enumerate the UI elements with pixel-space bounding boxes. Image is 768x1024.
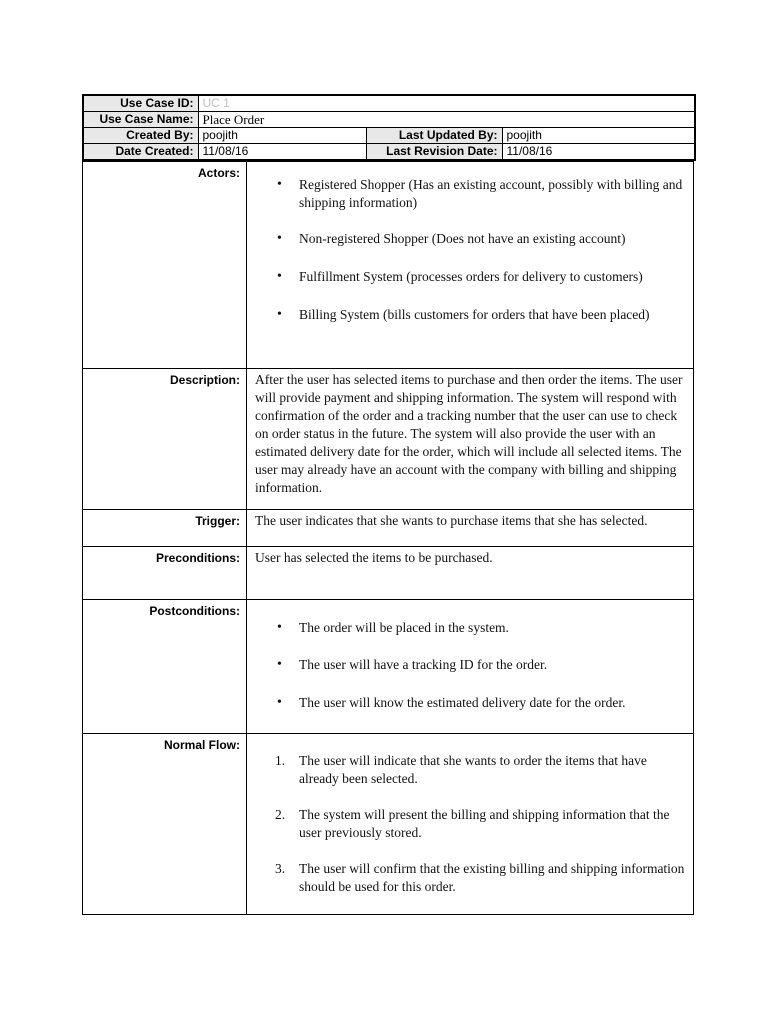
normal-flow-label: Normal Flow: [83, 734, 247, 915]
postcondition-item: • The user will know the estimated delivery date for the order. [247, 694, 693, 712]
actors-row [83, 162, 694, 369]
actor-item: • Registered Shopper (Has an existing account, possibly with billing and shipping information) [247, 176, 693, 212]
flow-step-number: 2. [275, 807, 286, 822]
description-cell [247, 369, 694, 510]
normal-flow-cell [247, 734, 694, 915]
use-case-id-label: Use Case ID: [83, 95, 198, 112]
date-created-value: 11/08/16 [198, 144, 366, 161]
use-case-name-value: Place Order [198, 112, 695, 128]
last-updated-by-value: poojith [502, 128, 695, 144]
actors-list [247, 162, 693, 324]
trigger-row [83, 510, 694, 547]
actor-item: • Billing System (bills customers for orders that have been placed) [247, 306, 693, 324]
use-case-name-label: Use Case Name: [83, 112, 198, 128]
preconditions-row [83, 547, 694, 600]
actor-item: • Non-registered Shopper (Does not have an existing account) [247, 230, 693, 248]
flow-step-number: 3. [275, 861, 286, 876]
postconditions-cell [247, 600, 694, 734]
actors-label: Actors: [83, 162, 247, 369]
normal-flow-list [247, 734, 693, 896]
trigger-cell [247, 510, 694, 547]
flow-step [247, 860, 693, 896]
flow-step [247, 806, 693, 842]
last-revision-date-value: 11/08/16 [502, 144, 695, 161]
preconditions-text: User has selected the items to be purchased. [255, 550, 493, 565]
actors-cell [247, 162, 694, 369]
flow-step [247, 752, 693, 788]
created-by-value: poojith [198, 128, 366, 144]
use-case-document [82, 94, 694, 915]
flow-step-number: 1. [275, 753, 286, 768]
use-case-body-table [82, 161, 694, 915]
normal-flow-row [83, 734, 694, 915]
flow-step-text: The user will indicate that she wants to order the items that have already been selected. [299, 753, 647, 786]
description-label: Description: [83, 369, 247, 510]
last-updated-by-label: Last Updated By: [366, 128, 502, 144]
description-row [83, 369, 694, 510]
postconditions-row [83, 600, 694, 734]
preconditions-label: Preconditions: [83, 547, 247, 600]
use-case-header-table [82, 94, 696, 161]
postconditions-label: Postconditions: [83, 600, 247, 734]
description-text: After the user has selected items to purchase and then order the items. The user will provide payment and shipping information. The system will respond with confirmation of the order and a tracking number that the user can use to check on order status in the future. The system will also provide the user with an estimated delivery date for the order, which will include all selected items. The user may already have an account with the company with billing and shipping information. [255, 372, 683, 495]
flow-step-text: The user will confirm that the existing billing and shipping information should be used for this order. [299, 861, 685, 894]
use-case-id-value: UC 1 [198, 95, 695, 112]
postcondition-item: • The order will be placed in the system. [247, 619, 693, 637]
last-revision-date-label: Last Revision Date: [366, 144, 502, 161]
actor-item: • Fulfillment System (processes orders for delivery to customers) [247, 268, 693, 286]
flow-step-text: The system will present the billing and shipping information that the user previously stored. [299, 807, 670, 840]
date-created-label: Date Created: [83, 144, 198, 161]
preconditions-cell [247, 547, 694, 600]
postcondition-item: • The user will have a tracking ID for the order. [247, 656, 693, 674]
trigger-text: The user indicates that she wants to purchase items that she has selected. [255, 513, 648, 528]
created-by-label: Created By: [83, 128, 198, 144]
trigger-label: Trigger: [83, 510, 247, 547]
postconditions-list [247, 600, 693, 712]
